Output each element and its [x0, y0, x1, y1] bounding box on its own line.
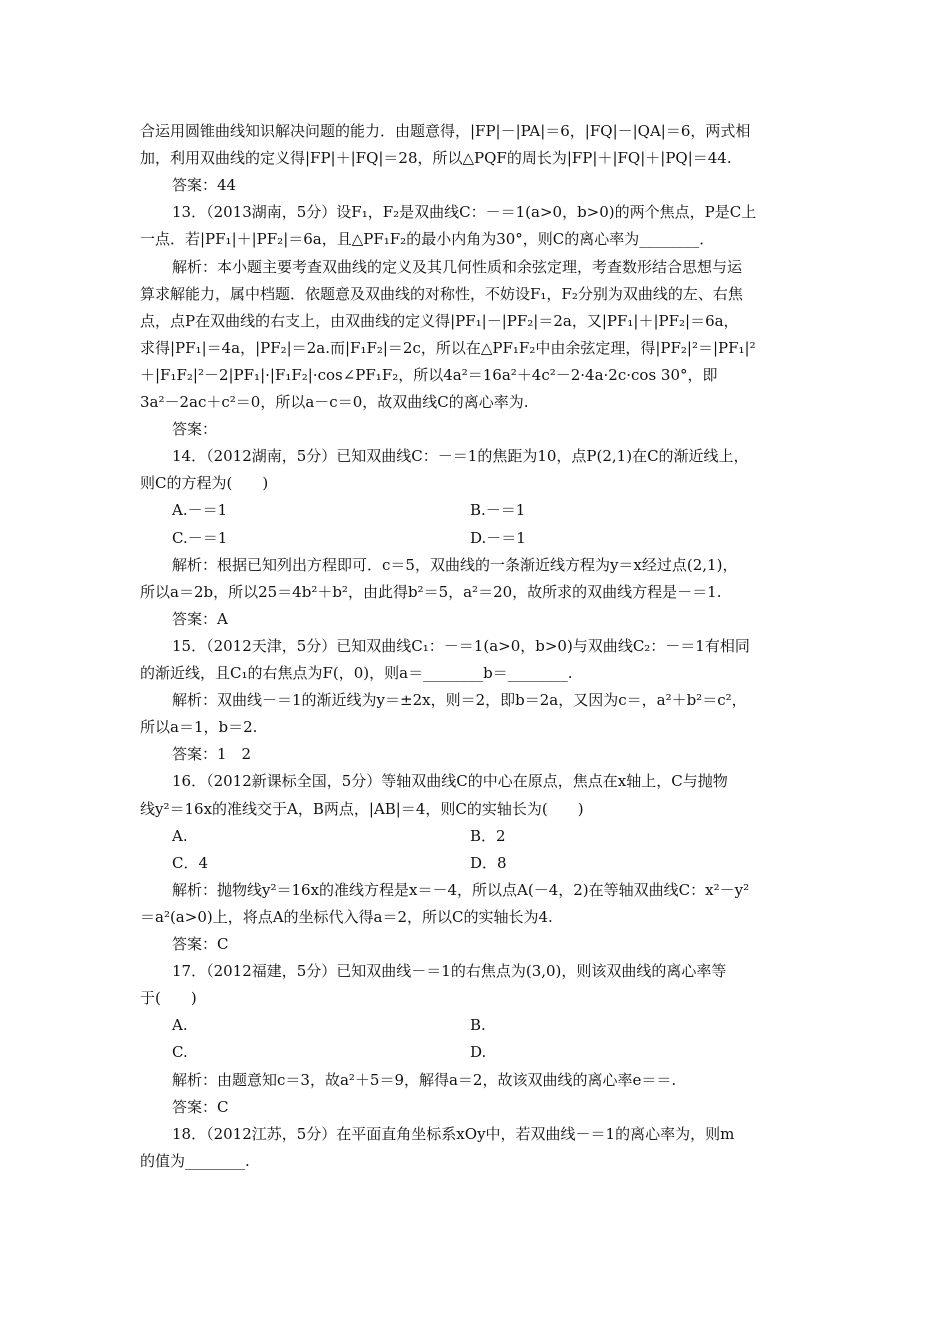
- text-line: 解析：由题意知c＝3，故a²＋5＝9，解得a＝2，故该双曲线的离心率e＝＝.: [172, 1071, 677, 1089]
- text-line: 解析：本小题主要考查双曲线的定义及其几何性质和余弦定理，考查数形结合思想与运: [172, 258, 743, 276]
- text-line: 答案：A: [172, 610, 228, 628]
- text-line: 的值为________.: [140, 1152, 250, 1170]
- option-left: C.: [172, 1043, 188, 1061]
- text-line: 18．（2012江苏，5分）在平面直角坐标系xOy中，若双曲线－＝1的离心率为，则m: [172, 1125, 735, 1143]
- text-line: ＝a²(a>0)上，将点A的坐标代入得a＝2，所以C的实轴长为4.: [140, 908, 553, 926]
- text-line: 15．（2012天津，5分）已知双曲线C₁：－＝1(a>0，b>0)与双曲线C₂：－＝1有相同: [172, 637, 750, 655]
- option-left: A.: [172, 827, 188, 845]
- text-line: 17．（2012福建，5分）已知双曲线－＝1的右焦点为(3,0)，则该双曲线的离心率等: [172, 962, 727, 980]
- text-line: 所以a＝2b，所以25＝4b²＋b²，由此得b²＝5，a²＝20，故所求的双曲线方程是－＝1.: [140, 583, 722, 601]
- text-line: 16．（2012新课标全国，5分）等轴双曲线C的中心在原点，焦点在x轴上，C与抛物: [172, 772, 728, 790]
- text-line: 的渐近线，且C₁的右焦点为F(，0)，则a＝________b＝________.: [140, 664, 573, 682]
- text-line: 解析：抛物线y²＝16x的准线方程是x＝－4，所以点A(－4，2)在等轴双曲线C：x²－y²: [172, 881, 750, 899]
- option-right: D.－＝1: [470, 529, 526, 547]
- option-left: C.－＝1: [172, 529, 228, 547]
- text-line: 合运用圆锥曲线知识解决问题的能力．由题意得，|FP|－|PA|＝6，|FQ|－|QA|＝6，两式相: [140, 122, 751, 140]
- text-line: 答案：1 2: [172, 745, 252, 763]
- text-line: 3a²－2ac＋c²＝0，所以a－c＝0，故双曲线C的离心率为.: [140, 393, 529, 411]
- option-right: D．8: [470, 854, 507, 872]
- text-line: 一点．若|PF₁|＋|PF₂|＝6a，且△PF₁F₂的最小内角为30°，则C的离心率为________．: [140, 230, 715, 248]
- option-left: A.: [172, 1016, 188, 1034]
- text-line: 求得|PF₁|＝4a，|PF₂|＝2a.而|F₁F₂|＝2c，所以在△PF₁F₂中由余弦定理，得|PF₂|²＝|PF₁|²: [140, 339, 756, 357]
- option-right: D.: [470, 1043, 487, 1061]
- text-line: 答案：C: [172, 935, 229, 953]
- option-right: B.: [470, 1016, 486, 1034]
- text-line: ＋|F₁F₂|²－2|PF₁|·|F₁F₂|·cos∠PF₁F₂，所以4a²＝16a²＋4c²－2·4a·2c·cos 30°，即: [140, 366, 718, 384]
- text-line: 14．（2012湖南，5分）已知双曲线C：－＝1的焦距为10，点P(2,1)在C的渐近线上，: [172, 447, 749, 465]
- text-line: 线y²＝16x的准线交于A，B两点，|AB|＝4，则C的实轴长为( ): [140, 800, 584, 818]
- text-line: 则C的方程为( ): [140, 474, 269, 492]
- option-right: B.－＝1: [470, 501, 526, 519]
- text-line: 点，点P在双曲线的右支上，由双曲线的定义得|PF₁|－|PF₂|＝2a，又|PF₁|＋|PF₂|＝6a，: [140, 312, 739, 330]
- option-right: B．2: [470, 827, 506, 845]
- text-line: 13．（2013湖南，5分）设F₁，F₂是双曲线C：－＝1(a>0，b>0)的两个焦点，P是C上: [172, 203, 757, 221]
- option-left: A.－＝1: [172, 501, 228, 519]
- text-line: 解析：双曲线－＝1的渐近线为y＝±2x，则＝2，即b＝2a，又因为c＝，a²＋b²＝c²，: [172, 691, 747, 709]
- text-line: 于( ): [140, 989, 197, 1007]
- text-line: 答案：44: [172, 176, 237, 194]
- text-line: 加，利用双曲线的定义得|FP|＋|FQ|＝28，所以△PQF的周长为|FP|＋|FQ|＋|PQ|＝44.: [140, 149, 732, 167]
- text-line: 答案：: [172, 420, 218, 438]
- text-line: 算求解能力，属中档题．依题意及双曲线的对称性，不妨设F₁，F₂分别为双曲线的左、右焦: [140, 285, 743, 303]
- text-line: 解析：根据已知列出方程即可．c＝5，双曲线的一条渐近线方程为y＝x经过点(2,1)，: [172, 556, 738, 574]
- option-left: C．4: [172, 854, 209, 872]
- text-line: 答案：C: [172, 1098, 229, 1116]
- text-line: 所以a＝1，b＝2.: [140, 718, 258, 736]
